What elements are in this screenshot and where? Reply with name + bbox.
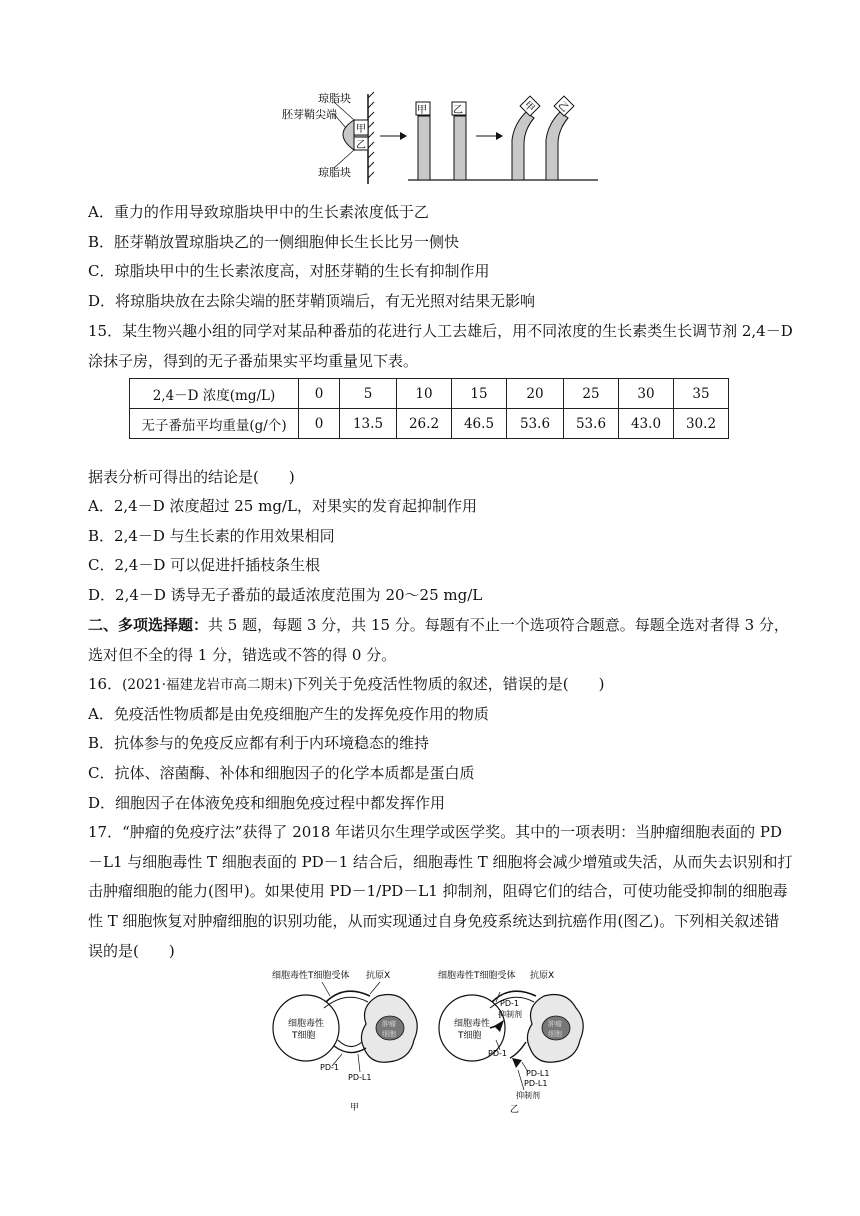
diagram-jia [272, 969, 417, 1113]
block-b-label: 乙 [356, 140, 366, 151]
table-header-cell: 无子番茄平均重量(g/个) [130, 409, 299, 439]
jia-nucleus-label-2: 细胞 [382, 1030, 396, 1038]
yi-inhibitor-bottom [512, 1058, 522, 1068]
yi-pdl1-stub [510, 1042, 526, 1058]
q16-option-b: B．抗体参与的免疫反应都有利于内环境稳态的维持 [88, 734, 430, 752]
table-cell: 13.5 [340, 409, 397, 439]
table-cell: 5 [340, 379, 397, 409]
yi-nucleus-label-2: 细胞 [548, 1030, 562, 1038]
q15-option-a: A．2,4－D 浓度超过 25 mg/L，对果实的发育起抑制作用 [88, 497, 477, 515]
q17-line5: 误的是( ) [88, 942, 175, 960]
table-cell: 0 [299, 379, 340, 409]
jia-receptor-label: 细胞毒性T细胞受体 [272, 971, 350, 981]
yi-t-cell-label: 细胞毒性 [454, 1019, 491, 1029]
q14-option-c: C．琼脂块甲中的生长素浓度高，对胚芽鞘的生长有抑制作用 [88, 262, 490, 280]
yi-nucleus-label: 肿瘤 [548, 1020, 562, 1028]
jia-receptor-bridge [326, 991, 370, 1002]
label-tip: 胚芽鞘尖端 [282, 108, 337, 121]
q15-option-d: D．2,4－D 诱导无子番茄的最适浓度范围为 20～25 mg/L [88, 586, 483, 604]
section2-text: 共 5 题，每题 3 分，共 15 分。每题有不止一个选项符合题意。每题全选对者得 3 分， [208, 616, 789, 634]
q17-line1: 17．“肿瘤的免疫疗法”获得了 2018 年诺贝尔生理学或医学奖。其中的一项表明：当肿瘤细胞表面的 PD [88, 823, 783, 841]
yi-inhibitor-bottom-label: 抑制剂 [516, 1091, 540, 1100]
jia-t-cell-label-2: T细胞 [292, 1031, 316, 1041]
block-b-on-stem: 乙 [453, 105, 463, 116]
table-cell: 46.5 [452, 409, 507, 439]
table-cell: 0 [299, 409, 340, 439]
table-row [130, 409, 729, 439]
table-cell: 15 [452, 379, 507, 409]
yi-pdl1-label-b: PD-L1 [524, 1079, 548, 1088]
q14-option-d: D．将琼脂块放在去除尖端的胚芽鞘顶端后，有无光照对结果无影响 [88, 292, 536, 310]
yi-t-cell-label-2: T细胞 [458, 1031, 482, 1041]
yi-pd1-top-label: PD-1 [500, 999, 519, 1008]
jia-t-cell-label: 细胞毒性 [288, 1019, 325, 1029]
q14-option-a: A．重力的作用导致琼脂块甲中的生长素浓度低于乙 [88, 203, 429, 221]
section2-line1 [88, 614, 789, 636]
jia-caption: 甲 [350, 1103, 360, 1113]
q17-line3: 击肿瘤细胞的能力(图甲)。如果使用 PD－1/PD－L1 抑制剂，阻碍它们的结合，可使功能受抑制的细胞毒 [88, 882, 788, 900]
q16-option-d: D．细胞因子在体液免疫和细胞免疫过程中都发挥作用 [88, 794, 446, 812]
block-a-tilted: 甲 [521, 99, 537, 115]
q17-line2: －L1 与细胞毒性 T 细胞表面的 PD－1 结合后，细胞毒性 T 细胞将会减少增殖或失活，从而失去识别和打 [88, 853, 793, 871]
table-cell: 43.0 [619, 409, 674, 439]
label-agar-top: 琼脂块 [318, 92, 351, 105]
q16-stem-text: 下列关于免疫活性物质的叙述，错误的是( ) [292, 675, 605, 693]
q15-option-c: C．2,4－D 可以促进扦插枝条生根 [88, 556, 321, 574]
yi-pdl1-label-a: PD-L1 [526, 1069, 550, 1078]
block-b-tilted: 乙 [555, 99, 571, 115]
diagram-yi [438, 969, 583, 1115]
label-agar-bottom: 琼脂块 [318, 166, 351, 179]
q16-number: 16． [88, 675, 123, 693]
section2-line2: 选对但不全的得 1 分，错选或不答的得 0 分。 [88, 646, 397, 664]
jia-antigen-label: 抗原X [366, 971, 391, 981]
section2-heading: 二、多项选择题： [88, 616, 209, 634]
q15-stem-line1: 15．某生物兴趣小组的同学对某品种番茄的花进行人工去雄后，用不同浓度的生长素类生长调节剂 2,4－D [88, 322, 793, 340]
q15-data-table [129, 378, 729, 439]
table-cell: 35 [674, 379, 729, 409]
coleoptile-figure [280, 88, 600, 186]
q14-option-b: B．胚芽鞘放置琼脂块乙的一侧细胞伸长生长比另一侧快 [88, 233, 460, 251]
block-a-on-stem: 甲 [417, 105, 427, 116]
jia-pd1-label: PD-1 [320, 1063, 339, 1072]
yi-receptor-label: 细胞毒性T细胞受体 [438, 971, 516, 981]
table-header-cell: 2,4－D 浓度(mg/L) [130, 379, 299, 409]
table-cell: 26.2 [397, 409, 452, 439]
table-cell: 53.6 [507, 409, 564, 439]
table-cell: 10 [397, 379, 452, 409]
yi-pd1-mid-label: PD-1 [488, 1049, 507, 1058]
q15-stem-line2: 涂抹子房，得到的无子番茄果实平均重量见下表。 [88, 352, 419, 370]
jia-pdl1-label: PD-L1 [348, 1073, 372, 1082]
table-cell: 30.2 [674, 409, 729, 439]
q15-question: 据表分析可得出的结论是( ) [88, 468, 295, 486]
yi-inhibitor-top-label: 抑制剂 [498, 1010, 522, 1019]
immunotherapy-figure [260, 962, 600, 1116]
q16-source: (2021·福建龙岩市高二期末) [122, 677, 293, 693]
table-cell: 30 [619, 379, 674, 409]
jia-nucleus-label: 肿瘤 [382, 1020, 396, 1028]
q16-stem [88, 673, 605, 696]
q15-option-b: B．2,4－D 与生长素的作用效果相同 [88, 527, 335, 545]
yi-caption: 乙 [510, 1105, 520, 1115]
table-cell: 25 [564, 379, 619, 409]
table-cell: 53.6 [564, 409, 619, 439]
q16-option-a: A．免疫活性物质都是由免疫细胞产生的发挥免疫作用的物质 [88, 705, 489, 723]
block-a-label: 甲 [356, 124, 366, 135]
yi-antigen-label: 抗原X [530, 971, 555, 981]
table-cell: 20 [507, 379, 564, 409]
table-row [130, 379, 729, 409]
q17-line4: 性 T 细胞恢复对肿瘤细胞的识别功能，从而实现通过自身免疫系统达到抗癌作用(图乙)。下列相关叙述错 [88, 912, 780, 930]
q16-option-c: C．抗体、溶菌酶、补体和细胞因子的化学本质都是蛋白质 [88, 764, 475, 782]
